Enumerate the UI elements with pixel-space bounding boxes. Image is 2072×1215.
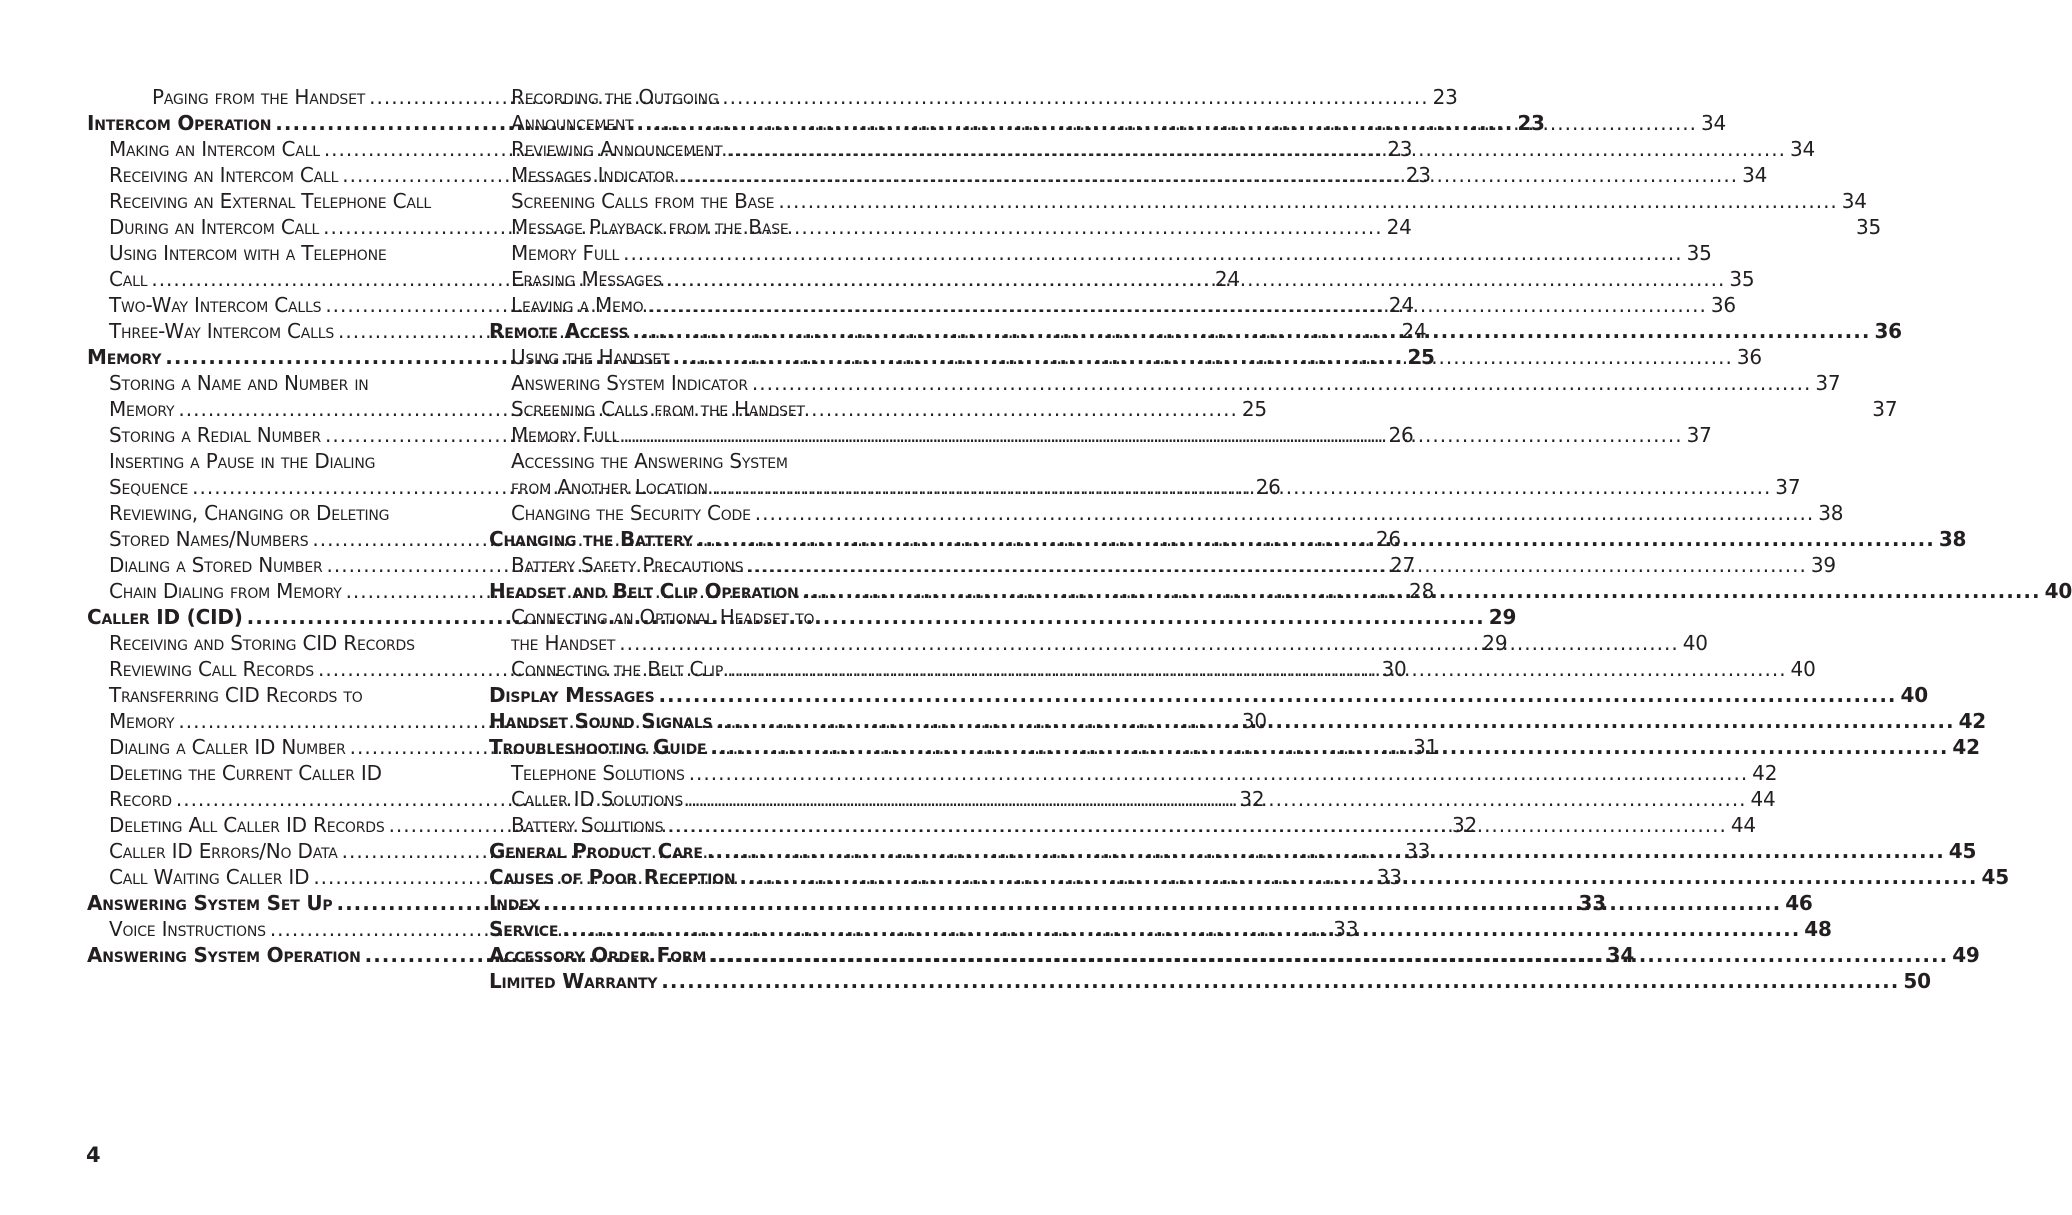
toc-entry-title: During an Intercom Call <box>109 215 320 239</box>
toc-entry-title: Answering System Indicator <box>511 371 748 395</box>
toc-entry-title: from Another Location <box>511 475 708 499</box>
toc-entry-title: Inserting a Pause in the Dialing <box>109 449 376 473</box>
toc-page-number: 45 <box>1981 865 2009 889</box>
toc-dot-leader <box>707 838 1945 864</box>
toc-section-entry <box>489 682 1928 708</box>
toc-entry-title: Sequence <box>109 475 189 499</box>
toc-dot-leader <box>562 916 1800 942</box>
toc-page-number: 34 <box>1789 137 1816 161</box>
toc-entry-title: Handset Sound Signals <box>489 709 713 733</box>
toc-subentry <box>489 188 1867 214</box>
toc-page-number: 33 <box>1578 891 1606 915</box>
toc-entry-title: Reviewing Call Records <box>109 657 314 681</box>
toc-entry-title: Index <box>489 891 540 915</box>
toc-page-number: 23 <box>1517 111 1545 135</box>
toc-page-number: 25 <box>1241 397 1267 421</box>
toc-page-number: 24 <box>1401 319 1427 343</box>
toc-dot-leader <box>661 968 1899 994</box>
toc-entry-title: Screening Calls from the Base <box>511 189 775 213</box>
toc-entry-title: Two-Way Intercom Calls <box>109 293 322 317</box>
toc-page-number: 34 <box>1701 111 1727 135</box>
toc-page-number: 24 <box>1388 293 1414 317</box>
toc-subentry <box>489 240 1712 266</box>
toc-entry-title: Caller ID (CID) <box>87 605 243 629</box>
toc-entry-title: Reviewing Announcement <box>511 137 723 161</box>
toc-entry-title: Storing a Name and Number in <box>109 371 369 395</box>
toc-entry-title: Connecting an Optional Headset to <box>511 605 815 629</box>
toc-entry-title: Memory Full <box>511 423 620 447</box>
toc-dot-leader <box>623 422 1682 448</box>
toc-entry-title: General Product Care <box>489 839 703 863</box>
toc-page-number: 26 <box>1375 527 1401 551</box>
toc-dot-leader <box>697 526 1935 552</box>
toc-page-number: 23 <box>1405 163 1431 187</box>
toc-dot-leader <box>803 578 2041 604</box>
toc-page-number: 36 <box>1874 319 1902 343</box>
toc-subentry <box>87 760 457 786</box>
toc-page-number: 34 <box>1841 189 1867 213</box>
toc-entry-title: Answering System Operation <box>87 943 361 967</box>
toc-subentry <box>87 188 457 214</box>
toc-page-number: 46 <box>1785 891 1813 915</box>
toc-dot-leader <box>710 942 1948 968</box>
toc-entry-title: Display Messages <box>489 683 655 707</box>
toc-entry-title: Service <box>489 917 559 941</box>
toc-page-number: 42 <box>1958 709 1987 733</box>
toc-entry-title: Call Waiting Caller ID <box>109 865 310 889</box>
toc-page-number: 35 <box>1729 267 1755 291</box>
toc-entry-title: Announcement <box>511 111 634 135</box>
toc-page-number: 25 <box>1407 345 1435 369</box>
toc-page-number: 48 <box>1804 917 1832 941</box>
toc-page-number: 40 <box>1682 631 1708 655</box>
toc-entry-title: Deleting the Current Caller ID <box>109 761 382 785</box>
toc-dot-leader <box>673 344 1732 370</box>
toc-subentry <box>87 500 457 526</box>
toc-page-number: 32 <box>1452 813 1478 837</box>
toc-entry-title: Three-Way Intercom Calls <box>109 319 335 343</box>
toc-page-number: 36 <box>1736 345 1762 369</box>
toc-dot-leader <box>712 474 1771 500</box>
toc-entry-title: Memory Full <box>511 241 620 265</box>
toc-page-number: 39 <box>1810 553 1836 577</box>
toc-dot-leader <box>778 188 1837 214</box>
toc-subentry <box>489 604 859 630</box>
toc-page-number: 36 <box>1710 293 1736 317</box>
toc-page-number: 32 <box>1239 787 1265 811</box>
toc-entry-title: Erasing Messages <box>511 267 662 291</box>
toc-page-number: 23 <box>1387 137 1413 161</box>
toc-subentry <box>87 370 457 396</box>
toc-entry-title: Receiving an Intercom Call <box>109 163 339 187</box>
toc-entry-title: Screening Calls from the Handset <box>511 397 805 421</box>
toc-subentry <box>87 448 457 474</box>
toc-dot-leader <box>543 890 1781 916</box>
toc-entry-title: Leaving a Memo <box>511 293 644 317</box>
toc-page-number: 29 <box>1482 631 1508 655</box>
toc-entry-title: Making an Intercom Call <box>109 137 320 161</box>
toc-page-number: 42 <box>1952 735 1980 759</box>
toc-entry-title: Limited Warranty <box>489 969 658 993</box>
toc-subentry <box>489 448 859 474</box>
toc-entry-title: Memory <box>109 709 175 733</box>
toc-entry-title: Accessing the Answering System <box>511 449 788 473</box>
toc-dot-leader <box>247 604 1485 630</box>
toc-page-number: 44 <box>1730 813 1756 837</box>
toc-page-number: 44 <box>1750 787 1776 811</box>
toc-entry-title: Messages Indicator <box>511 163 675 187</box>
toc-page-number: 35 <box>1686 241 1712 265</box>
toc-dot-leader <box>755 500 1814 526</box>
toc-dot-leader <box>623 240 1682 266</box>
toc-entry-title: Dialing a Stored Number <box>109 553 323 577</box>
toc-entry-title: Headset and Belt Clip Operation <box>489 579 799 603</box>
toc-dot-leader <box>632 318 1870 344</box>
toc-page-number: 30 <box>1241 709 1267 733</box>
toc-dot-leader <box>667 812 1726 838</box>
toc-entry-title: the Handset <box>511 631 616 655</box>
toc-entry-title: Reviewing, Changing or Deleting <box>109 501 390 525</box>
toc-entry-title: Telephone Solutions <box>511 761 685 785</box>
toc-dot-leader <box>687 786 1746 812</box>
toc-dot-leader <box>689 760 1748 786</box>
toc-entry-title: Memory <box>87 345 162 369</box>
toc-dot-leader <box>679 162 1738 188</box>
toc-entry-title: Transferring CID Records to <box>109 683 363 707</box>
toc-page-number: 37 <box>1775 475 1801 499</box>
toc-entry-title: Dialing a Caller ID Number <box>109 735 346 759</box>
toc-dot-leader <box>747 552 1806 578</box>
toc-entry-title: Remote Access <box>489 319 629 343</box>
toc-entry-title: Accessory Order Form <box>489 943 707 967</box>
toc-subentry <box>489 500 1844 526</box>
toc-entry-title: Memory <box>109 397 175 421</box>
toc-entry-title: Recording the Outgoing <box>511 85 719 109</box>
toc-dot-leader <box>727 656 1786 682</box>
toc-page-number: 42 <box>1752 761 1778 785</box>
toc-entry-title: Voice Instructions <box>109 917 266 941</box>
toc-entry-title: Changing the Battery <box>489 527 693 551</box>
toc-dot-leader <box>717 708 1955 734</box>
toc-page-number: 40 <box>1790 657 1816 681</box>
toc-page-number: 31 <box>1413 735 1439 759</box>
page-number: 4 <box>86 1143 101 1167</box>
toc-page-number: 37 <box>1872 397 1898 421</box>
toc-subentry <box>489 370 1841 396</box>
toc-page-number: 24 <box>1386 215 1412 239</box>
toc-entry-title: Using Intercom with a Telephone <box>109 241 387 265</box>
toc-page-number: 29 <box>1488 605 1517 629</box>
toc-page-number: 33 <box>1333 917 1359 941</box>
toc-subentry <box>87 240 457 266</box>
toc-entry-title: Connecting the Belt Clip <box>511 657 724 681</box>
toc-dot-leader <box>752 370 1811 396</box>
toc-entry-title: Answering System Set Up <box>87 891 333 915</box>
toc-page-number: 24 <box>1214 267 1240 291</box>
toc-page-number: 37 <box>1686 423 1712 447</box>
toc-entry-title: Chain Dialing from Memory <box>109 579 342 603</box>
toc-dot-leader <box>658 682 1896 708</box>
toc-page-number: 33 <box>1405 839 1431 863</box>
toc-page-number: 26 <box>1388 423 1414 447</box>
toc-entry-title: Record <box>109 787 172 811</box>
toc-subentry <box>87 682 457 708</box>
toc-page-number: 38 <box>1818 501 1844 525</box>
toc-page-number: 45 <box>1948 839 1977 863</box>
toc-entry-title: Using the Handset <box>511 345 670 369</box>
toc-entry-title: Caller ID Solutions <box>511 787 684 811</box>
toc-dot-leader <box>726 136 1785 162</box>
toc-entry-title: Caller ID Errors/No Data <box>109 839 338 863</box>
toc-entry-title: Intercom Operation <box>87 111 272 135</box>
toc-entry-title: Deleting All Caller ID Records <box>109 813 385 837</box>
toc-entry-title: Battery Solutions <box>511 813 664 837</box>
toc-entry-title: Receiving and Storing CID Records <box>109 631 415 655</box>
toc-page-number: 34 <box>1742 163 1768 187</box>
toc-page-number: 34 <box>1606 943 1635 967</box>
toc-page-number: 35 <box>1856 215 1882 239</box>
toc-entry-title: Changing the Security Code <box>511 501 751 525</box>
toc-entry-title: Stored Names/Numbers <box>109 527 309 551</box>
toc-dot-leader <box>619 630 1678 656</box>
toc-page-number: 49 <box>1952 943 1980 967</box>
toc-entry-title: Call <box>109 267 148 291</box>
toc-dot-leader <box>666 266 1725 292</box>
toc-entry-title: Receiving an External Telephone Call <box>109 189 431 213</box>
toc-page-number: 38 <box>1938 527 1967 551</box>
toc-entry-title: Battery Safety Precautions <box>511 553 744 577</box>
toc-page-number: 40 <box>1900 683 1928 707</box>
toc-page-number: 50 <box>1903 969 1931 993</box>
toc-page-number: 27 <box>1389 553 1416 577</box>
toc-dot-leader <box>638 110 1697 136</box>
toc-page-number: 23 <box>1432 85 1458 109</box>
toc-subentry <box>489 760 1778 786</box>
toc-page-number: 26 <box>1255 475 1281 499</box>
toc-entry-title: Message Playback from the Base <box>511 215 789 239</box>
toc-page-number: 40 <box>2044 579 2072 603</box>
toc-entry-title: Troubleshooting Guide <box>489 735 707 759</box>
toc-page-number: 33 <box>1376 865 1402 889</box>
toc-subentry <box>489 84 859 110</box>
toc-dot-leader <box>647 292 1706 318</box>
toc-dot-leader <box>710 734 1948 760</box>
toc-entry-title: Causes of Poor Reception <box>489 865 736 889</box>
toc-entry-title: Storing a Redial Number <box>109 423 321 447</box>
toc-dot-leader <box>739 864 1977 890</box>
toc-page-number: 30 <box>1381 657 1407 681</box>
toc-entry-title: Paging from the Handset <box>152 85 366 109</box>
toc-section-entry <box>489 968 1931 994</box>
toc-page-number: 28 <box>1409 579 1435 603</box>
toc-page-number: 37 <box>1815 371 1841 395</box>
